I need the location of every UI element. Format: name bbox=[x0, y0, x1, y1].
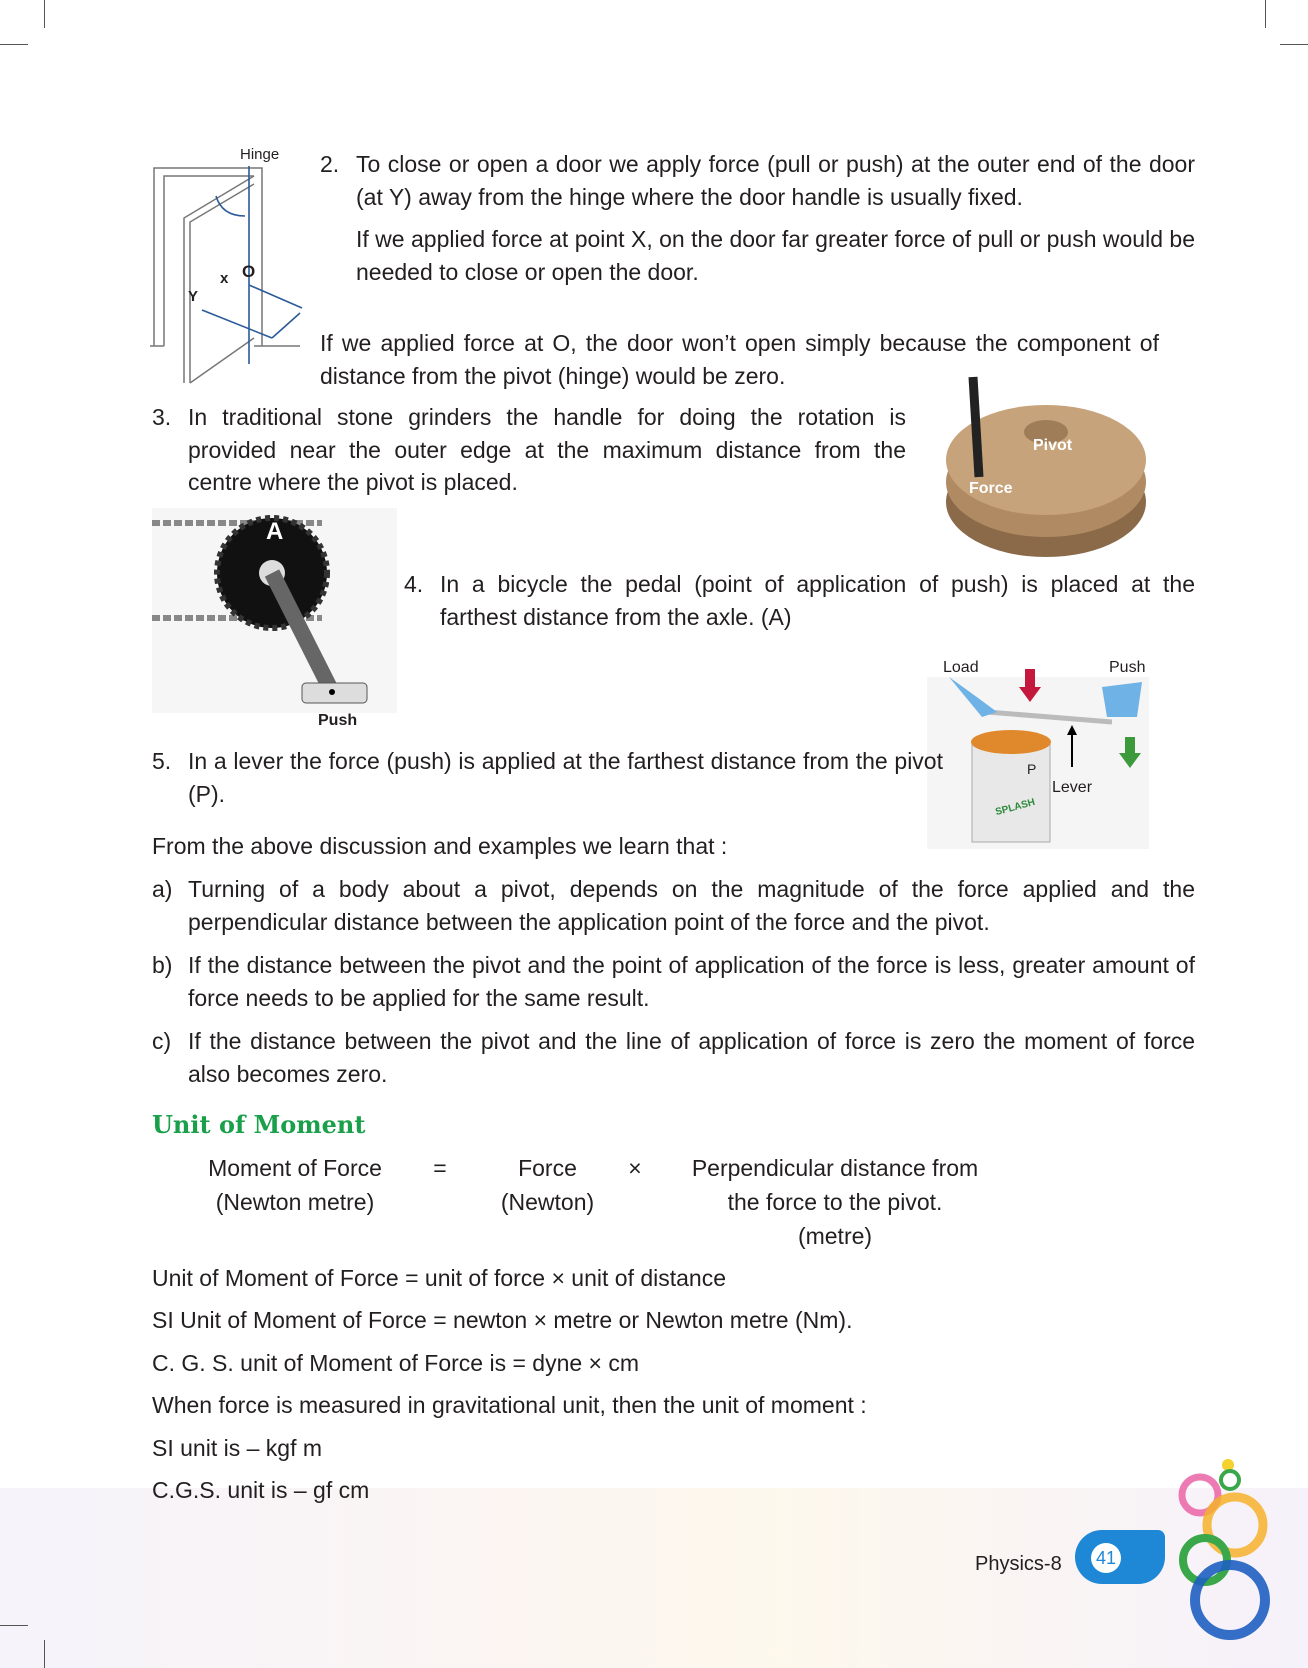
formula-times: × bbox=[628, 1155, 642, 1181]
item-text: In traditional stone grinders the handle for doing the rotation is provided near the outer edge at the maximum distance from the centre where the pivot is placed. bbox=[188, 404, 906, 495]
point-b bbox=[152, 949, 1195, 1014]
grinder-label-pivot: Pivot bbox=[1033, 437, 1073, 454]
door-label-x: x bbox=[220, 270, 229, 287]
item-number: 4. bbox=[404, 571, 424, 597]
point-label: c) bbox=[152, 1028, 172, 1054]
unit-line: SI Unit of Moment of Force = newton × metre or Newton metre (Nm). bbox=[152, 1307, 853, 1333]
formula-rhs bbox=[670, 1151, 1000, 1253]
point-text: If the distance between the pivot and the point of application of the force is less, greater amount of force needs to be applied for the same result. bbox=[188, 952, 1195, 1011]
crop-mark bbox=[44, 0, 45, 28]
unit-line: SI unit is – kgf m bbox=[152, 1435, 323, 1461]
item-text-extra: If we applied force at point X, on the door far greater force of pull or push would be needed to close or open the door. bbox=[356, 226, 1195, 285]
unit-line: When force is measured in gravitational unit, then the unit of moment : bbox=[152, 1392, 867, 1418]
formula-rhs-line1: Perpendicular distance from bbox=[691, 1155, 979, 1181]
item-3 bbox=[152, 401, 906, 499]
formula-lhs bbox=[180, 1151, 410, 1219]
stone-grinder-figure bbox=[941, 372, 1151, 562]
grinder-label-force: Force bbox=[969, 480, 1013, 497]
intro-text: From the above discussion and examples we learn that : bbox=[152, 833, 728, 859]
crop-mark bbox=[0, 44, 28, 45]
door-label-hinge: Hinge bbox=[240, 146, 280, 163]
point-c bbox=[152, 1025, 1195, 1090]
door-note: If we applied force at O, the door won’t open simply because the component of distance from the pivot (hinge) would be zero. bbox=[320, 330, 1159, 389]
bicycle-label-push: Push bbox=[318, 712, 358, 729]
formula-lhs-text: Moment of Force bbox=[208, 1155, 382, 1181]
point-label: b) bbox=[152, 952, 173, 978]
section-heading: Unit of Moment bbox=[152, 1110, 366, 1139]
lever-label-load: Load bbox=[943, 659, 979, 676]
decorative-circles-icon bbox=[1160, 1440, 1308, 1668]
door-label-o: O bbox=[242, 262, 256, 281]
door-label-y: Y bbox=[188, 288, 199, 305]
point-label: a) bbox=[152, 876, 173, 902]
item-5 bbox=[152, 745, 943, 810]
crop-mark bbox=[44, 1640, 45, 1668]
item-text: In a bicycle the pedal (point of application of push) is placed at the farthest distance from the axle. (A) bbox=[440, 571, 1195, 630]
formula-rhs-line2: the force to the pivot. bbox=[727, 1189, 943, 1215]
lever-label-lever: Lever bbox=[1052, 779, 1093, 796]
door-figure bbox=[150, 148, 305, 388]
formula-force-unit: (Newton) bbox=[500, 1189, 595, 1215]
item-number: 2. bbox=[320, 151, 340, 177]
crop-mark bbox=[1265, 0, 1266, 28]
lever-label-p: P bbox=[1027, 761, 1037, 777]
item-number: 5. bbox=[152, 748, 172, 774]
unit-line: C. G. S. unit of Moment of Force is = dyne × cm bbox=[152, 1350, 640, 1376]
footer-subject: Physics-8 bbox=[975, 1553, 1062, 1575]
formula-lhs-unit: (Newton metre) bbox=[215, 1189, 375, 1215]
crop-mark bbox=[1280, 44, 1308, 45]
bicycle-label-a: A bbox=[266, 518, 284, 545]
point-text: Turning of a body about a pivot, depends on the magnitude of the force applied and the perpendicular distance between the application point of the force and the pivot. bbox=[188, 876, 1195, 935]
item-text: To close or open a door we apply force (pull or push) at the outer end of the door (at Y) away from the hinge where the door handle is usually fixed. bbox=[356, 151, 1195, 210]
formula-rhs-unit: (metre) bbox=[797, 1223, 873, 1249]
crop-mark bbox=[0, 1625, 28, 1626]
can-label: SPLASH bbox=[994, 796, 1037, 819]
unit-line: Unit of Moment of Force = unit of force × unit of distance bbox=[152, 1265, 727, 1291]
page-number: 41 bbox=[1091, 1543, 1121, 1573]
item-4 bbox=[404, 568, 1195, 633]
item-text: In a lever the force (push) is applied at the farthest distance from the pivot (P). bbox=[188, 748, 943, 807]
unit-line: C.G.S. unit is – gf cm bbox=[152, 1477, 370, 1503]
formula-force-text: Force bbox=[518, 1155, 577, 1181]
lever-figure bbox=[927, 657, 1149, 849]
point-text: If the distance between the pivot and the line of application of force is zero the moment of force also becomes zero. bbox=[188, 1028, 1195, 1087]
item-2 bbox=[320, 148, 1195, 288]
formula-equals: = bbox=[433, 1155, 447, 1181]
item-number: 3. bbox=[152, 404, 172, 430]
page-badge bbox=[1075, 1530, 1165, 1584]
formula-force bbox=[480, 1151, 615, 1219]
bicycle-figure bbox=[152, 508, 397, 733]
point-a bbox=[152, 873, 1195, 938]
lever-label-push: Push bbox=[1109, 659, 1146, 676]
